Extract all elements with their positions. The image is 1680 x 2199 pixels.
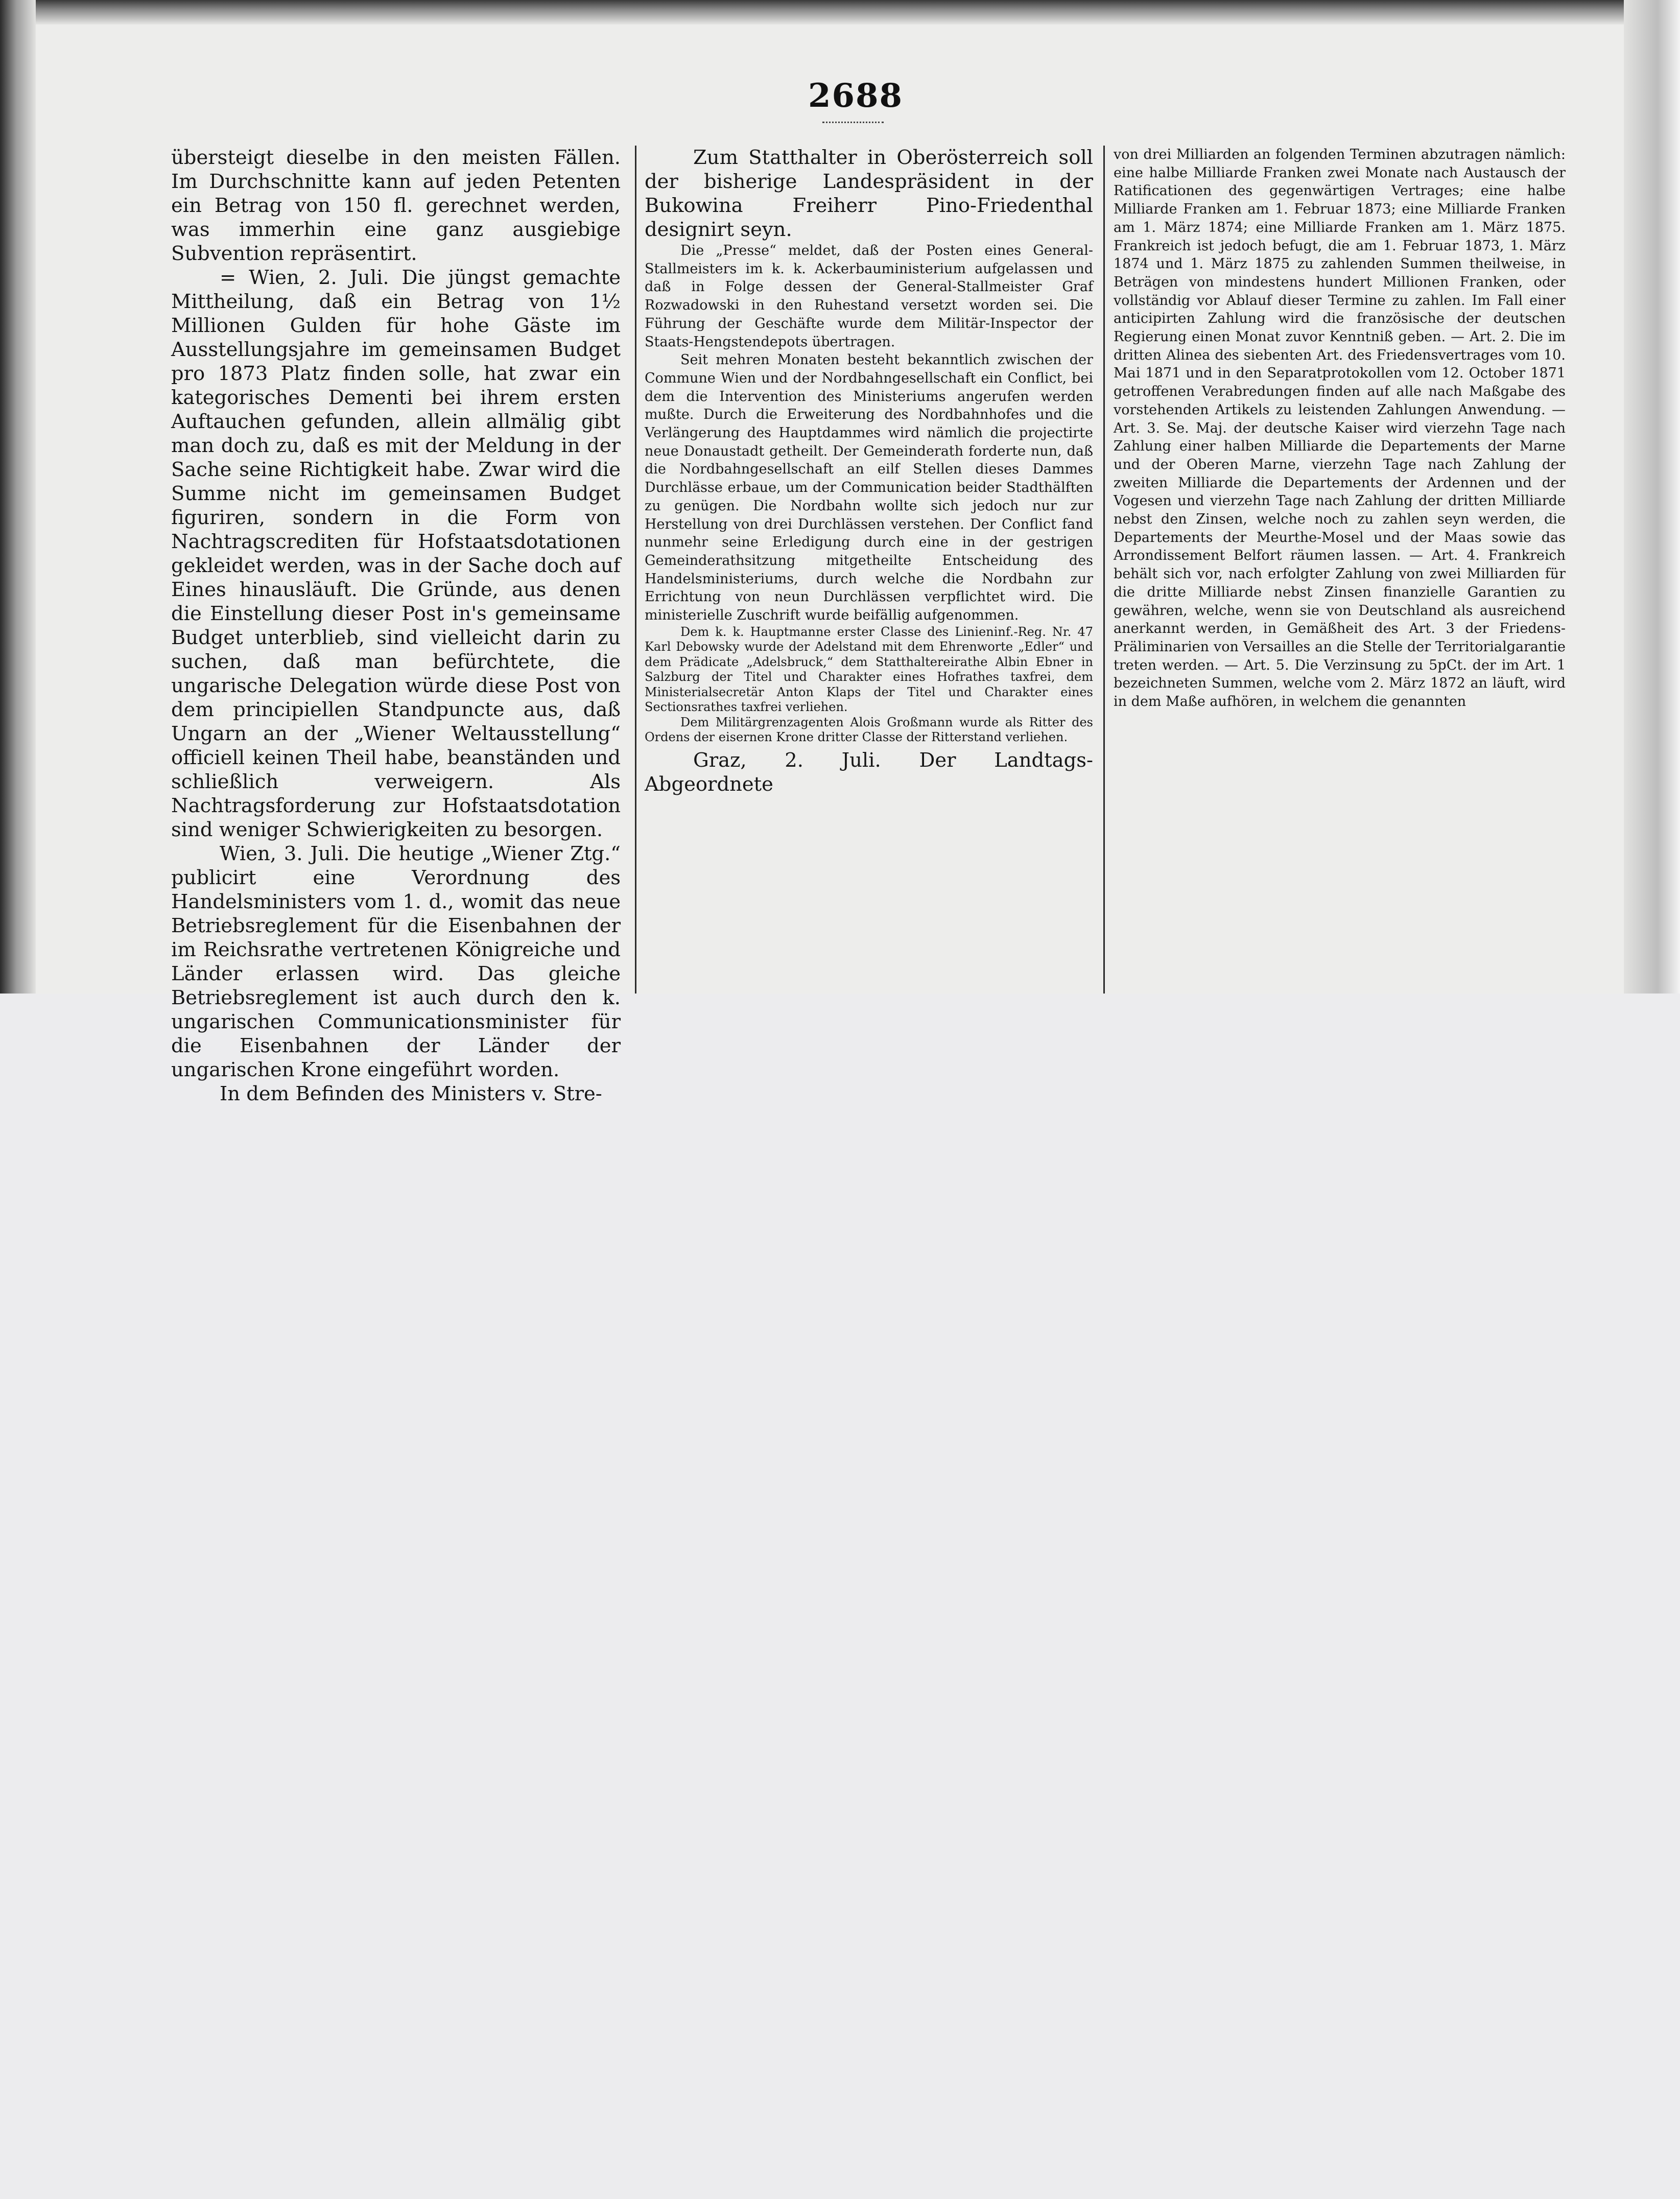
paragraph: Seit mehren Monaten besteht bekanntlich zwischen der Commune Wien und der Nordbahngesellschaft ein Conflict, bei dem die Intervention des Ministeriums angerufen werden mußte. Durch die Erweiterung des Nordbahnhofes und die Verlängerung des Hauptdammes wird nämlich die projectirte neue Donaustadt getheilt. Der Gemeinderath forderte nun, daß die Nordbahngesellschaft an eilf Stellen dieses Dammes Durchlässe erbaue, um der Communication beider Stadthälften zu genügen. Die Nordbahn wollte sich jedoch nur zur Herstellung von drei Durchlässen verstehen. Der Conflict fand nunmehr seine Erledigung durch eine in der gestrigen Gemeinderathsitzung mitgetheilte Entscheidung des Handelsministeriums, durch welche die Nordbahn zur Errichtung von neun Durchlässen verpflichtet wird. Die ministerielle Zuschrift wurde beifällig aufgenommen. [645,352,1093,624]
column-2 [645,146,1093,994]
paragraph: Dem k. k. Hauptmanne erster Classe des Linieninf.-Reg. Nr. 47 Karl Debowsky wurde der Adelstand mit dem Ehrenworte „Edler“ und dem Prädicate „Adelsbruck,“ dem Statthaltereirathe Albin Ebner in Salzburg der Titel und Charakter eines Hofrathes taxfrei, dem Ministerialsecretär Anton Klaps der Titel und Charakter eines Sectionsrathes taxfrei verliehen. [645,624,1093,715]
column-3 [1114,146,1566,994]
column-divider [635,146,636,994]
paragraph: Die „Presse“ meldet, daß der Posten eines General-Stallmeisters im k. k. Ackerbauministerium aufgelassen und daß in Folge dessen der General-Stallmeister Graf Rozwadowski in den Ruhestand versetzt worden sei. Die Führung der Geschäfte wurde dem Militär-Inspector der Staats-Hengstendepots übertragen. [645,243,1093,350]
page-number-ornament [822,122,884,125]
column-divider [1103,146,1105,994]
scan-left-edge [0,0,36,994]
paragraph: übersteigt dieselbe in den meisten Fällen. Im Durchschnitte kann auf jeden Petenten ein Betrag von 150 fl. gerechnet werden, was immerhin eine ganz ausgiebige Subvention repräsentirt. [171,146,621,265]
scan-right-edge [1624,0,1680,994]
paragraph: Dem Militärgrenzagenten Alois Großmann wurde als Ritter des Ordens der eisernen Krone dritter Classe der Ritterstand verliehen. [645,715,1093,745]
paragraph: von drei Milliarden an folgenden Terminen abzutragen nämlich: eine halbe Milliarde Franken zwei Monate nach Austausch der Ratificationen des gegenwärtigen Vertrages; eine halbe Milliarde Franken am 1. Februar 1873; eine Milliarde Franken am 1. März 1874; eine Milliarde Franken am 1. März 1875. Frankreich ist jedoch befugt, die am 1. Februar 1873, 1. März 1874 und 1. März 1875 zu zahlenden Summen theilweise, in Beträgen von mindestens hundert Millionen Franken, oder vollständig vor Ablauf dieser Termine zu zahlen. Im Fall einer anticipirten Zahlung wird die französische der deutschen Regierung einen Monat zuvor Kenntniß geben. — Art. 2. Die im dritten Alinea des siebenten Art. des Friedensvertrages vom 10. Mai 1871 und in den Separatprotokollen vom 12. October 1871 getroffenen Verabredungen finden auf alle nach Maßgabe des vorstehenden Artikels zu leistenden Zahlungen Anwendung. — Art. 3. Se. Maj. der deutsche Kaiser wird vierzehn Tage nach Zahlung einer halben Milliarde die Departements der Marne und der Oberen Marne, vierzehn Tage nach Zahlung der zweiten Milliarde die Departements der Ardennen und der Vogesen und vierzehn Tage nach Zahlung der dritten Milliarde nebst den Zinsen, welche noch zu zahlen seyn werden, die Departements der Meurthe-Mosel und der Maas sowie das Arrondissement Belfort räumen lassen. — Art. 4. Frankreich behält sich vor, nach erfolgter Zahlung von zwei Milliarden für die dritte Milliarde nebst Zinsen finanzielle Garantien zu gewähren, welche, wenn sie von Deutschland als ausreichend anerkannt werden, in Gemäßheit des Art. 3 der Friedens-Präliminarien von Versailles an die Stelle der Territorialgarantie treten werden. — Art. 5. Die Verzinsung zu 5pCt. der im Art. 1 bezeichneten Summen, welche vom 2. März 1872 an läuft, wird in dem Maße aufhören, in welchem die genannten [1114,147,1566,710]
paragraph: = Wien, 2. Juli. Die jüngst gemachte Mittheilung, daß ein Betrag von 1½ Millionen Gulden für hohe Gäste im Ausstellungsjahre im gemeinsamen Budget pro 1873 Platz finden solle, hat zwar ein kategorisches Dementi bei ihrem ersten Auftauchen gefunden, allein allmälig gibt man doch zu, daß es mit der Meldung in der Sache seine Richtigkeit habe. Zwar wird die Summe nicht im gemeinsamen Budget figuriren, sondern in die Form von Nachtragscrediten für Hofstaatsdotationen gekleidet werden, was in der Sache doch auf Eines hinausläuft. Die Gründe, aus denen die Einstellung dieser Post in's gemeinsame Budget unterblieb, sind vielleicht darin zu suchen, daß man befürchtete, die ungarische Delegation würde diese Post von dem principiellen Standpuncte aus, daß Ungarn an der „Wiener Weltausstellung“ officiell keinen Theil habe, beanständen und schließlich verweigern. Als Nachtragsforderung zur Hofstaatsdotation sind weniger Schwierigkeiten zu besorgen. [171,266,621,841]
paragraph: Zum Statthalter in Oberösterreich soll der bisherige Landespräsident in der Bukowina Freiherr Pino-Friedenthal designirt seyn. [645,146,1093,241]
paragraph: In dem Befinden des Ministers v. Stre- [220,1082,602,1105]
paragraph: Wien, 3. Juli. Die heutige „Wiener Ztg.“ publicirt eine Verordnung des Handelsministers vom 1. d., womit das neue Betriebsreglement für die Eisenbahnen der im Reichsrathe vertretenen Königreiche und Länder erlassen wird. Das gleiche Betriebsreglement ist auch durch den k. ungarischen Communicationsminister für die Eisenbahnen der Länder der ungarischen Krone eingeführt worden. [171,842,621,1081]
paragraph: Graz, 2. Juli. Der Landtags-Abgeordnete [645,748,1093,796]
page-number: 2688 [808,77,904,115]
column-1 [171,146,621,1105]
